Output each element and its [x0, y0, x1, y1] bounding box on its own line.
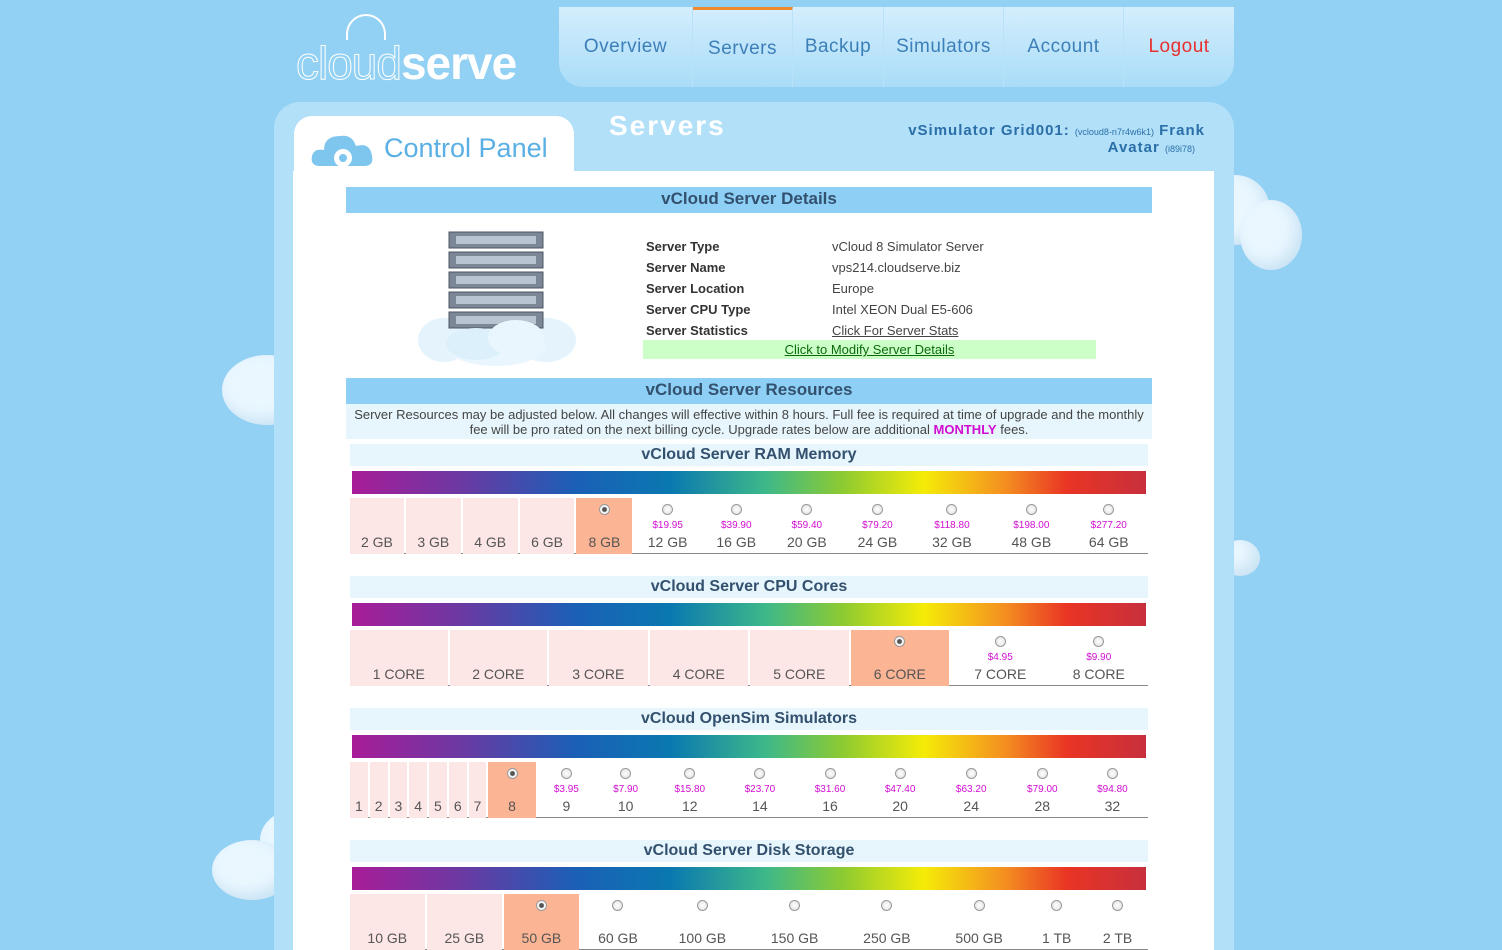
- option-radio[interactable]: [895, 768, 906, 779]
- rainbow-scale: [352, 867, 1146, 890]
- resource-group: [350, 840, 1148, 950]
- option-radio[interactable]: [561, 768, 572, 779]
- option-label: 8 CORE: [1072, 666, 1125, 682]
- option-label: 12 GB: [647, 534, 688, 550]
- user-first: Frank: [1159, 122, 1205, 139]
- resource-option[interactable]: [913, 498, 991, 554]
- resource-title: vCloud Server RAM Memory: [350, 444, 1148, 466]
- nav-overview[interactable]: Overview: [559, 7, 693, 87]
- option-price: $39.90: [720, 520, 752, 531]
- resource-options: [350, 894, 1148, 950]
- detail-key: Server Name: [646, 260, 726, 275]
- option-label: 1 TB: [1042, 930, 1072, 946]
- resource-options: [350, 498, 1148, 554]
- option-price: $19.95: [652, 520, 683, 531]
- option-label: 500 GB: [955, 930, 1003, 946]
- resource-option: [350, 762, 368, 818]
- option-radio[interactable]: [697, 900, 708, 911]
- resource-group: [350, 708, 1148, 818]
- resource-option[interactable]: [934, 894, 1024, 950]
- resource-option: [450, 630, 548, 686]
- detail-value: Europe: [832, 281, 874, 296]
- option-label: 9: [562, 798, 571, 814]
- user-last: Avatar: [1107, 139, 1160, 156]
- option-radio[interactable]: [684, 768, 695, 779]
- option-radio[interactable]: [1107, 768, 1118, 779]
- resource-option: [390, 762, 408, 818]
- resource-options: [350, 630, 1148, 686]
- grid-info: [860, 123, 1205, 157]
- modify-server-button[interactable]: Click to Modify Server Details: [643, 340, 1096, 359]
- option-label: 10: [617, 798, 634, 814]
- resource-option: [406, 498, 461, 554]
- option-price: $118.80: [934, 520, 970, 531]
- resource-option: [520, 498, 575, 554]
- main-nav: [559, 7, 1234, 87]
- option-label: 32 GB: [932, 534, 972, 550]
- option-label: 16 GB: [716, 534, 757, 550]
- option-label: 25 GB: [444, 930, 485, 946]
- grid-name: vSimulator Grid001:: [908, 122, 1070, 139]
- grid-id: (vcloud8-n7r4w6k1): [1074, 127, 1154, 137]
- server-rack-icon: [416, 228, 576, 366]
- option-label: 250 GB: [863, 930, 911, 946]
- option-label: 150 GB: [770, 930, 819, 946]
- option-label: 64 GB: [1088, 534, 1129, 550]
- option-label: 50 GB: [521, 930, 562, 946]
- logo-text-light: cloud: [296, 37, 401, 89]
- option-label: 3 GB: [417, 534, 450, 550]
- option-price: $59.40: [791, 520, 823, 531]
- user-id: (i89i78): [1164, 144, 1195, 154]
- option-label: 3: [394, 798, 403, 814]
- decor-cloud: [1240, 200, 1302, 270]
- option-label: 2 GB: [360, 534, 393, 550]
- notice-text-end: fees.: [1000, 422, 1029, 437]
- option-label: 7: [473, 798, 482, 814]
- option-label: 2 CORE: [472, 666, 525, 682]
- logo[interactable]: [296, 14, 546, 89]
- resource-option: [449, 762, 467, 818]
- resource-option[interactable]: [1079, 762, 1146, 818]
- resource-option: [350, 894, 425, 950]
- notice-text: Server Resources may be adjusted below. All changes will effective within 8 hours. Full fee is required at time of upgrade and the monthly fee will be pro rated on the next billing cycle. Upgrade rates below are additional: [354, 407, 1144, 437]
- detail-value: vCloud 8 Simulator Server: [832, 239, 984, 254]
- option-label: 2: [374, 798, 383, 814]
- resource-option: [427, 894, 503, 950]
- option-label: 32: [1104, 798, 1121, 814]
- resource-option[interactable]: [634, 498, 701, 554]
- option-label: 6: [453, 798, 462, 814]
- option-label: 24: [963, 798, 979, 814]
- resource-option[interactable]: [576, 498, 632, 554]
- resource-option: [429, 762, 447, 818]
- option-label: 1: [354, 798, 363, 814]
- option-radio[interactable]: [974, 900, 985, 911]
- option-radio[interactable]: [1037, 768, 1048, 779]
- detail-key: Server CPU Type: [646, 302, 751, 317]
- detail-key: Server Type: [646, 239, 720, 254]
- resource-option: [350, 498, 404, 554]
- rainbow-scale: [352, 471, 1146, 494]
- option-label: 28: [1034, 798, 1051, 814]
- option-price: $3.95: [553, 784, 579, 795]
- option-radio[interactable]: [995, 636, 1006, 647]
- option-label: 20 GB: [786, 534, 827, 550]
- option-radio[interactable]: [754, 768, 765, 779]
- resource-option[interactable]: [993, 498, 1069, 554]
- resource-option[interactable]: [488, 762, 535, 818]
- resources-notice: [346, 404, 1152, 439]
- resource-group: [350, 576, 1148, 686]
- details-list: [646, 236, 984, 341]
- resource-option[interactable]: [1072, 498, 1146, 554]
- resource-group: [350, 444, 1148, 554]
- option-radio[interactable]: [801, 504, 812, 515]
- resource-option[interactable]: [844, 498, 911, 554]
- option-price: $94.80: [1097, 784, 1128, 795]
- detail-row: [646, 299, 984, 320]
- nav-simulators[interactable]: Simulators: [884, 7, 1004, 87]
- resource-option[interactable]: [504, 894, 579, 950]
- option-price: $47.40: [884, 784, 916, 795]
- detail-value: Intel XEON Dual E5-606: [832, 302, 973, 317]
- option-label: 10 GB: [367, 930, 408, 946]
- detail-value: vps214.cloudserve.biz: [832, 260, 961, 275]
- option-radio[interactable]: [620, 768, 631, 779]
- option-label: 20: [892, 798, 908, 814]
- option-label: 7 CORE: [974, 666, 1027, 682]
- option-label: 1 CORE: [372, 666, 425, 682]
- resource-option[interactable]: [703, 498, 770, 554]
- option-label: 24 GB: [857, 534, 898, 550]
- option-radio[interactable]: [1051, 900, 1062, 911]
- resource-option[interactable]: [538, 762, 595, 818]
- option-radio[interactable]: [1093, 636, 1104, 647]
- resource-option[interactable]: [657, 894, 747, 950]
- detail-row: [646, 320, 984, 341]
- option-price: $63.20: [955, 784, 987, 795]
- resource-option[interactable]: [1008, 762, 1077, 818]
- resource-option: [463, 498, 518, 554]
- resource-option[interactable]: [866, 762, 935, 818]
- resource-title: vCloud Server Disk Storage: [350, 840, 1148, 862]
- resource-option[interactable]: [750, 894, 840, 950]
- nav-logout[interactable]: Logout: [1148, 36, 1210, 57]
- option-label: 6 GB: [531, 534, 563, 550]
- resource-option[interactable]: [1052, 630, 1147, 686]
- resource-option[interactable]: [1089, 894, 1146, 950]
- option-label: 16: [822, 798, 838, 814]
- option-radio[interactable]: [966, 768, 977, 779]
- resource-option: [350, 630, 448, 686]
- option-price: $15.80: [674, 784, 706, 795]
- page-title: Servers: [609, 110, 726, 141]
- nav-backup[interactable]: Backup: [793, 7, 884, 87]
- resource-option: [370, 762, 388, 818]
- resource-option[interactable]: [796, 762, 863, 818]
- resource-option[interactable]: [597, 762, 654, 818]
- resource-option[interactable]: [772, 498, 843, 554]
- option-radio[interactable]: [1112, 900, 1123, 911]
- option-price: $23.70: [744, 784, 776, 795]
- resource-option[interactable]: [1026, 894, 1087, 950]
- resource-title: vCloud OpenSim Simulators: [350, 708, 1148, 730]
- option-label: 2 TB: [1102, 930, 1133, 946]
- option-price: $79.00: [1027, 784, 1058, 795]
- resource-option[interactable]: [951, 630, 1050, 686]
- detail-row: [646, 236, 984, 257]
- detail-key: Server Location: [646, 281, 745, 296]
- option-label: 4: [414, 798, 423, 814]
- option-radio[interactable]: [872, 504, 883, 515]
- option-label: 60 GB: [598, 930, 638, 946]
- option-label: 14: [752, 798, 768, 814]
- option-label: 8: [508, 798, 516, 814]
- option-price: $31.60: [814, 784, 846, 795]
- rainbow-scale: [352, 735, 1146, 758]
- option-radio[interactable]: [894, 636, 905, 647]
- resource-option: [409, 762, 427, 818]
- option-radio[interactable]: [507, 768, 518, 779]
- resource-title: vCloud Server CPU Cores: [350, 576, 1148, 598]
- option-radio[interactable]: [599, 504, 610, 515]
- resources-header: vCloud Server Resources: [346, 378, 1152, 404]
- option-price: $198.00: [1013, 520, 1050, 531]
- resource-option[interactable]: [725, 762, 794, 818]
- option-radio[interactable]: [1026, 504, 1037, 515]
- option-radio[interactable]: [612, 900, 623, 911]
- resource-option[interactable]: [581, 894, 656, 950]
- option-price: $277.20: [1090, 520, 1127, 531]
- nav-servers[interactable]: Servers: [693, 7, 793, 87]
- control-panel-title: Control Panel: [384, 133, 548, 163]
- rainbow-scale: [352, 603, 1146, 626]
- detail-row: [646, 257, 984, 278]
- option-price: $9.90: [1086, 652, 1112, 663]
- option-radio[interactable]: [1103, 504, 1114, 515]
- option-label: 4 GB: [474, 534, 507, 550]
- resource-option[interactable]: [842, 894, 932, 950]
- option-radio[interactable]: [536, 900, 547, 911]
- option-radio[interactable]: [946, 504, 957, 515]
- option-label: 12: [682, 798, 698, 814]
- option-label: 6 CORE: [873, 666, 926, 682]
- option-label: 4 CORE: [672, 666, 725, 682]
- option-label: 100 GB: [678, 930, 727, 946]
- server-stats-link[interactable]: Click For Server Stats: [832, 323, 959, 338]
- resource-option: [650, 630, 749, 686]
- option-label: 8 GB: [588, 534, 621, 550]
- option-price: $79.20: [862, 520, 893, 531]
- option-radio[interactable]: [825, 768, 836, 779]
- resource-option[interactable]: [851, 630, 950, 686]
- option-radio[interactable]: [662, 504, 673, 515]
- option-radio[interactable]: [881, 900, 892, 911]
- resource-option: [549, 630, 648, 686]
- option-price: $4.95: [987, 652, 1013, 663]
- resource-option[interactable]: [937, 762, 1006, 818]
- option-label: 5 CORE: [773, 666, 826, 682]
- nav-account[interactable]: Account: [1004, 7, 1124, 87]
- option-price: $7.90: [613, 784, 639, 795]
- logo-text-bold: serve: [400, 37, 517, 89]
- cloud-gear-icon: [310, 128, 376, 168]
- resource-options: [350, 762, 1148, 818]
- detail-key: Server Statistics: [646, 323, 748, 338]
- option-radio[interactable]: [731, 504, 742, 515]
- option-label: 5: [434, 798, 442, 814]
- detail-row: [646, 278, 984, 299]
- resource-option: [469, 762, 487, 818]
- notice-highlight: MONTHLY: [933, 422, 997, 437]
- option-label: 48 GB: [1011, 534, 1052, 550]
- option-label: 3 CORE: [572, 666, 625, 682]
- resource-option: [750, 630, 849, 686]
- option-radio[interactable]: [789, 900, 800, 911]
- resource-option[interactable]: [656, 762, 723, 818]
- details-header: vCloud Server Details: [346, 187, 1152, 213]
